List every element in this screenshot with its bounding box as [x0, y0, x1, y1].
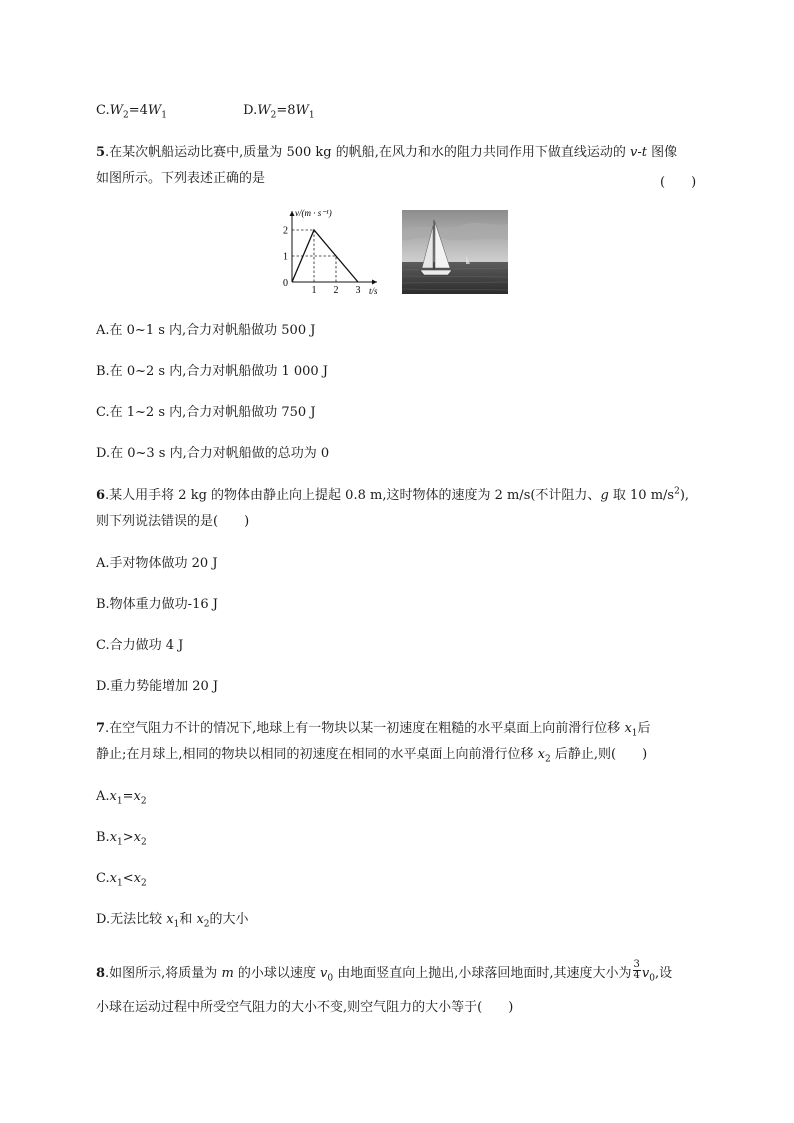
x-tick-label: 2 — [333, 285, 339, 296]
q8-number: 8 — [96, 966, 106, 981]
x-tick-label: 3 — [355, 285, 361, 296]
q7-option-c[interactable]: $C.x_1<x_2$ — [96, 871, 147, 889]
q6-stem-line2: 则下列说法错误的是( ) — [96, 514, 250, 529]
vt-guides — [292, 230, 336, 282]
y-axis-arrow — [290, 211, 295, 216]
q6-option-a[interactable]: A.手对物体做功 20 J — [96, 556, 218, 571]
q7-option-a[interactable]: $A.x_1=x_2$ — [96, 789, 147, 807]
vt-labels — [283, 208, 378, 296]
q5-option-c[interactable]: C.在 1~2 s 内,合力对帆船做功 750 J — [96, 405, 316, 420]
q5-answer-blank: ( ) — [660, 175, 697, 190]
q4-option-d: $D.W_2=8W_1$ — [243, 103, 315, 121]
q7-stem-line2: 静止;在月球上,相同的物块以相同的初速度在相同的水平桌面上向前滑行位移 $x_2$ 后静止,则( ) — [96, 747, 648, 765]
x-axis-label: t/s — [369, 286, 378, 296]
vt-axes — [290, 211, 378, 285]
q7-option-d[interactable]: D.无法比较 $x_1$和 $x_2$的大小 — [96, 912, 249, 930]
sailboat-photo-icon — [402, 210, 508, 294]
q5-option-d[interactable]: D.在 0~3 s 内,合力对帆船做的总功为 0 — [96, 446, 330, 461]
q7-stem-line1: 7.在空气阻力不计的情况下,地球上有一物块以某一初速度在粗糙的水平桌面上向前滑行位移 $x_1$后 — [96, 721, 651, 739]
origin-label: 0 — [283, 278, 288, 289]
q6-number: 6 — [96, 488, 106, 503]
q5-number: 5 — [96, 145, 106, 160]
q8-stem-line1: 8.如图所示,将质量为 m 的小球以速度 $v_0$ 由地面竖直向上抛出,小球落回地面时,其速度大小为 $\frac{3}{4}$ $v_0$,设 — [96, 959, 673, 984]
q6-option-c[interactable]: C.合力做功 4 J — [96, 638, 184, 653]
q8-stem-line2: 小球在运动过程中所受空气阻力的大小不变,则空气阻力的大小等于( ) — [96, 1000, 514, 1015]
x-axis-arrow — [372, 280, 377, 285]
q5-stem-line2: 如图所示。下列表述正确的是 — [96, 171, 266, 186]
q5-stem-line1: 5.在某次帆船运动比赛中,质量为 500 kg 的帆船,在风力和水的阻力共同作用下做直线运动的 v-t 图像 — [96, 145, 678, 160]
y-axis-label: v/(m · s⁻¹) — [295, 208, 332, 218]
q5-option-a[interactable]: A.在 0~1 s 内,合力对帆船做功 500 J — [96, 323, 316, 338]
q4-options-row — [96, 103, 315, 119]
q6-option-d[interactable]: D.重力势能增加 20 J — [96, 679, 219, 694]
y-tick-label: 1 — [283, 251, 288, 263]
x-tick-label: 1 — [311, 285, 317, 296]
q6-stem-line1: 6.某人用手将 2 kg 的物体由静止向上提起 0.8 m,这时物体的速度为 2 m/s(不计阻力、g 取 10 $m/s^2$), — [96, 486, 690, 503]
q6-option-b[interactable]: B.物体重力做功-16 J — [96, 597, 218, 612]
q4-option-c: $C.W_2=4W_1$ — [96, 103, 168, 121]
vt-graph — [278, 208, 390, 298]
q7-number: 7 — [96, 721, 106, 736]
q8-fraction: $\frac{3}{4}$ — [633, 959, 640, 981]
y-tick-label: 2 — [283, 225, 288, 237]
q5-option-b[interactable]: B.在 0~2 s 内,合力对帆船做功 1 000 J — [96, 364, 329, 379]
q7-option-b[interactable]: $B.x_1>x_2$ — [96, 830, 147, 848]
